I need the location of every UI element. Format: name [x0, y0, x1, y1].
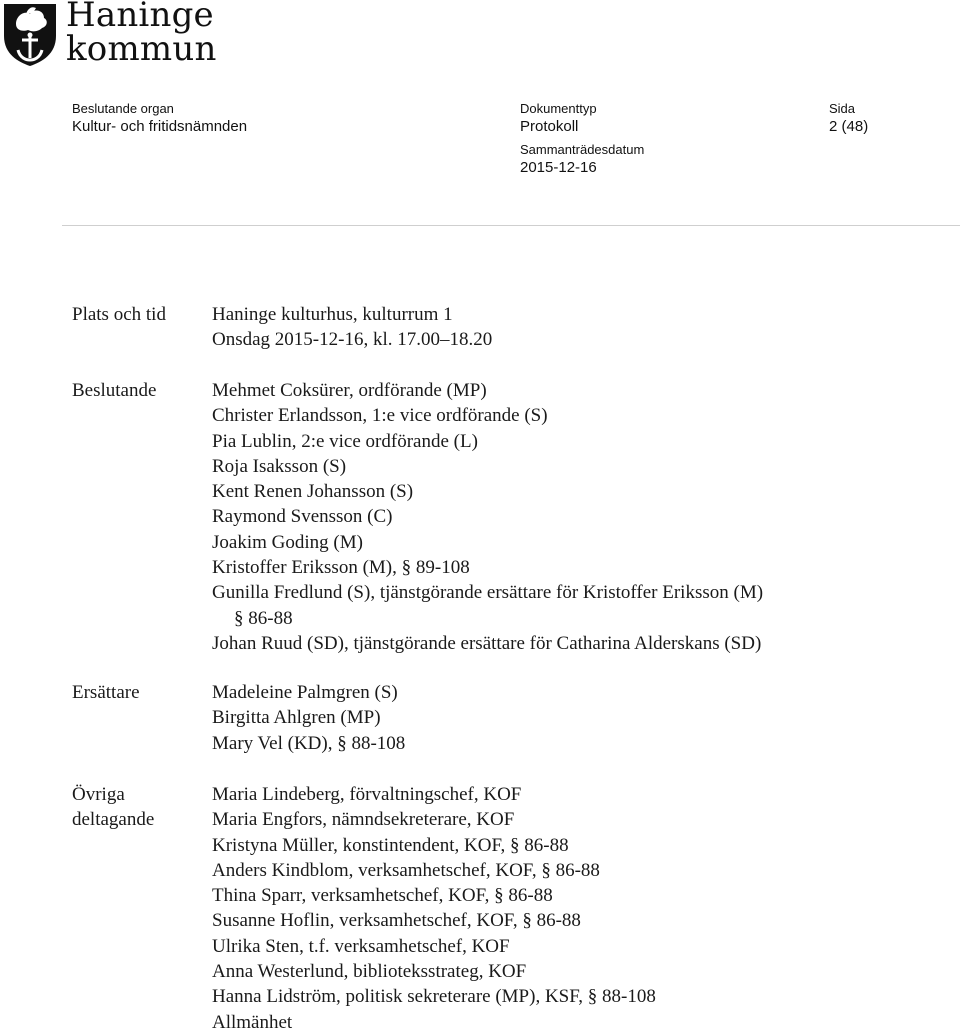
ovriga-participant: Kristyna Müller, konstintendent, KOF, § 86-88: [212, 834, 569, 856]
beslutande-member: Pia Lublin, 2:e vice ordförande (L): [212, 430, 478, 452]
beslutande-member: Johan Ruud (SD), tjänstgörande ersättare för Catharina Alderskans (SD): [212, 632, 762, 654]
logo-line-1: Haninge: [66, 0, 214, 35]
organ-block: [72, 101, 247, 137]
beslutande-member-continuation: § 86-88: [234, 607, 293, 629]
ovriga-label: [72, 782, 154, 832]
beslutande-member: Raymond Svensson (C): [212, 506, 393, 528]
ovriga-participant: Maria Engfors, nämndsekreterare, KOF: [212, 809, 515, 831]
plats-list: [212, 302, 492, 353]
date-label: Sammanträdesdatum: [520, 142, 645, 157]
header-divider: [62, 225, 960, 226]
ovriga-participant: Anna Westerlund, biblioteksstrateg, KOF: [212, 961, 527, 983]
ovriga-participant: Maria Lindeberg, förvaltningschef, KOF: [212, 784, 522, 805]
beslutande-member: Roja Isaksson (S): [212, 455, 347, 477]
ovriga-label-line-2: deltagande: [72, 809, 155, 830]
ovriga-label-line-1: Övriga: [72, 784, 125, 805]
plats-label: Plats och tid: [72, 304, 166, 325]
page-label: Sida: [829, 101, 856, 116]
ovriga-participant: Hanna Lidström, politisk sekreterare (MP), KSF, § 88-108: [212, 986, 656, 1008]
logo-line-2: kommun: [66, 29, 217, 69]
page-value: 2 (48): [829, 118, 869, 135]
beslutande-member: Gunilla Fredlund (S), tjänstgörande ersättare för Kristoffer Eriksson (M): [212, 582, 764, 604]
beslutande-list: [212, 378, 763, 656]
date-block: [520, 142, 644, 178]
ersattare-member: Birgitta Ahlgren (MP): [212, 707, 381, 729]
beslutande-member: Kristoffer Eriksson (M), § 89-108: [212, 557, 470, 579]
organ-value: Kultur- och fritidsnämnden: [72, 118, 248, 135]
ersattare-label: Ersättare: [72, 682, 140, 703]
doctype-block: [520, 101, 597, 137]
page-block: [829, 101, 868, 137]
date-value: 2015-12-16: [520, 159, 597, 176]
beslutande-label: Beslutande: [72, 380, 157, 401]
ersattare-list: [212, 680, 405, 756]
ovriga-participant: Thina Sparr, verksamhetschef, KOF, § 86-88: [212, 885, 553, 907]
ovriga-participant: Allmänhet: [212, 1011, 293, 1033]
beslutande-member: Joakim Goding (M): [212, 531, 363, 553]
plats-line: Haninge kulturhus, kulturrum 1: [212, 304, 453, 325]
doctype-label: Dokumenttyp: [520, 101, 597, 116]
doctype-value: Protokoll: [520, 118, 579, 135]
ovriga-list: [212, 782, 656, 1035]
ersattare-member: Madeleine Palmgren (S): [212, 682, 398, 703]
beslutande-member: Kent Renen Johansson (S): [212, 481, 414, 503]
beslutande-member: Christer Erlandsson, 1:e vice ordförande (S): [212, 405, 548, 427]
logo-wordmark: [66, 0, 217, 69]
haninge-logo: [0, 0, 220, 72]
ersattare-member: Mary Vel (KD), § 88-108: [212, 732, 406, 754]
ovriga-participant: Susanne Hoflin, verksamhetschef, KOF, § 86-88: [212, 910, 581, 932]
organ-label: Beslutande organ: [72, 101, 174, 116]
beslutande-member: Mehmet Coksürer, ordförande (MP): [212, 380, 487, 401]
ovriga-participant: Anders Kindblom, verksamhetschef, KOF, § 86-88: [212, 859, 600, 881]
plats-line: Onsdag 2015-12-16, kl. 17.00–18.20: [212, 329, 493, 351]
coat-of-arms-icon: [2, 2, 58, 68]
ovriga-participant: Ulrika Sten, t.f. verksamhetschef, KOF: [212, 935, 510, 957]
